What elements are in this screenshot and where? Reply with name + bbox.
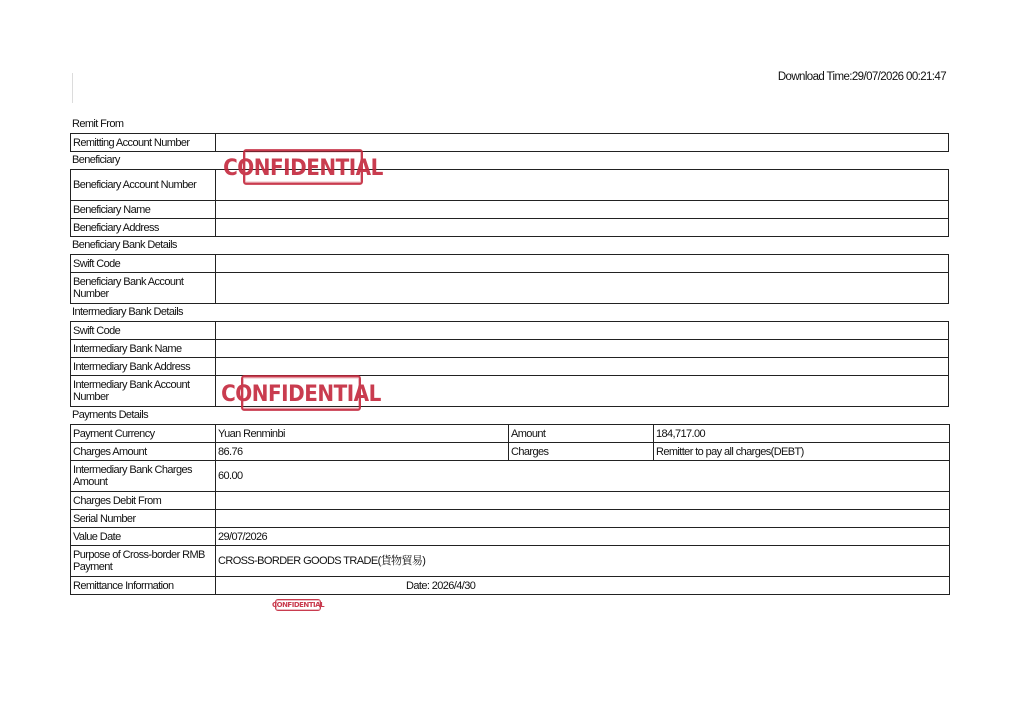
- field-label: Remitting Account Number: [71, 134, 216, 152]
- field-value: 86.76: [216, 443, 509, 461]
- confidential-stamp: CONFIDENTIAL: [243, 149, 363, 185]
- field-value: [216, 510, 950, 528]
- table-row: [71, 273, 949, 304]
- table-row: [71, 528, 950, 546]
- table-row: [71, 255, 949, 273]
- field-label: Beneficiary Name: [71, 201, 216, 219]
- table-row: [71, 425, 950, 443]
- field-value: CROSS-BORDER GOODS TRADE(貨物貿易): [216, 546, 950, 577]
- field-value: 29/07/2026: [216, 528, 950, 546]
- confidential-stamp: CONFIDENTIAL: [241, 375, 361, 411]
- field-label: Beneficiary Address: [71, 219, 216, 237]
- field-value: [216, 322, 949, 340]
- section-title-payments: Payments Details: [72, 409, 148, 421]
- field-value: [216, 219, 949, 237]
- intermediary-bank-table: [70, 321, 949, 407]
- field-label: Beneficiary Account Number: [71, 170, 216, 201]
- field-value: [216, 201, 949, 219]
- field-label: Intermediary Bank Name: [71, 340, 216, 358]
- field-value: Yuan Renminbi: [216, 425, 509, 443]
- table-row: [71, 219, 949, 237]
- section-title-intermediary-bank: Intermediary Bank Details: [72, 306, 183, 318]
- field-value: 184,717.00: [654, 425, 950, 443]
- field-label: Intermediary Bank Address: [71, 358, 216, 376]
- field-label: Payment Currency: [71, 425, 216, 443]
- field-label: Remittance Information: [71, 577, 216, 595]
- table-row: [71, 510, 950, 528]
- table-row: [71, 322, 949, 340]
- table-row: [71, 376, 949, 407]
- field-label: Serial Number: [71, 510, 216, 528]
- table-row: [71, 170, 949, 201]
- table-row: [71, 546, 950, 577]
- download-time: Download Time:29/07/2026 00:21:47: [777, 71, 946, 83]
- field-value: 60.00: [216, 461, 950, 492]
- field-value: [216, 340, 949, 358]
- field-value: [216, 492, 950, 510]
- beneficiary-bank-table: [70, 254, 949, 304]
- table-row: [71, 134, 949, 152]
- field-label: Value Date: [71, 528, 216, 546]
- remittance-date: Date: 2026/4/30: [406, 579, 476, 592]
- section-title-beneficiary-bank: Beneficiary Bank Details: [72, 239, 177, 251]
- field-label: Amount: [509, 425, 654, 443]
- field-label: Purpose of Cross-border RMB Payment: [71, 546, 216, 577]
- section-title-beneficiary: Beneficiary: [72, 154, 120, 166]
- field-label: Charges Debit From: [71, 492, 216, 510]
- field-label: Beneficiary Bank Account Number: [71, 273, 216, 304]
- table-row: [71, 443, 950, 461]
- field-label: Intermediary Bank Charges Amount: [71, 461, 216, 492]
- section-title-remit-from: Remit From: [72, 118, 124, 130]
- field-label: Intermediary Bank Account Number: [71, 376, 216, 407]
- confidential-stamp: CONFIDENTIAL: [271, 601, 325, 609]
- table-row: [71, 340, 949, 358]
- table-row: [71, 577, 950, 595]
- field-value: [216, 577, 950, 595]
- remittance-form: [70, 116, 949, 595]
- remit-from-table: [70, 133, 949, 152]
- table-row: [71, 201, 949, 219]
- field-label: Charges: [509, 443, 654, 461]
- field-value: [216, 358, 949, 376]
- table-row: [71, 461, 950, 492]
- table-row: [71, 358, 949, 376]
- field-value: [216, 273, 949, 304]
- table-row: [71, 492, 950, 510]
- field-label: Charges Amount: [71, 443, 216, 461]
- field-value: [216, 255, 949, 273]
- field-label: Swift Code: [71, 255, 216, 273]
- field-value: Remitter to pay all charges(DEBT): [654, 443, 950, 461]
- beneficiary-table: [70, 169, 949, 237]
- payments-table: [70, 424, 950, 595]
- margin-line: [72, 73, 73, 103]
- field-label: Swift Code: [71, 322, 216, 340]
